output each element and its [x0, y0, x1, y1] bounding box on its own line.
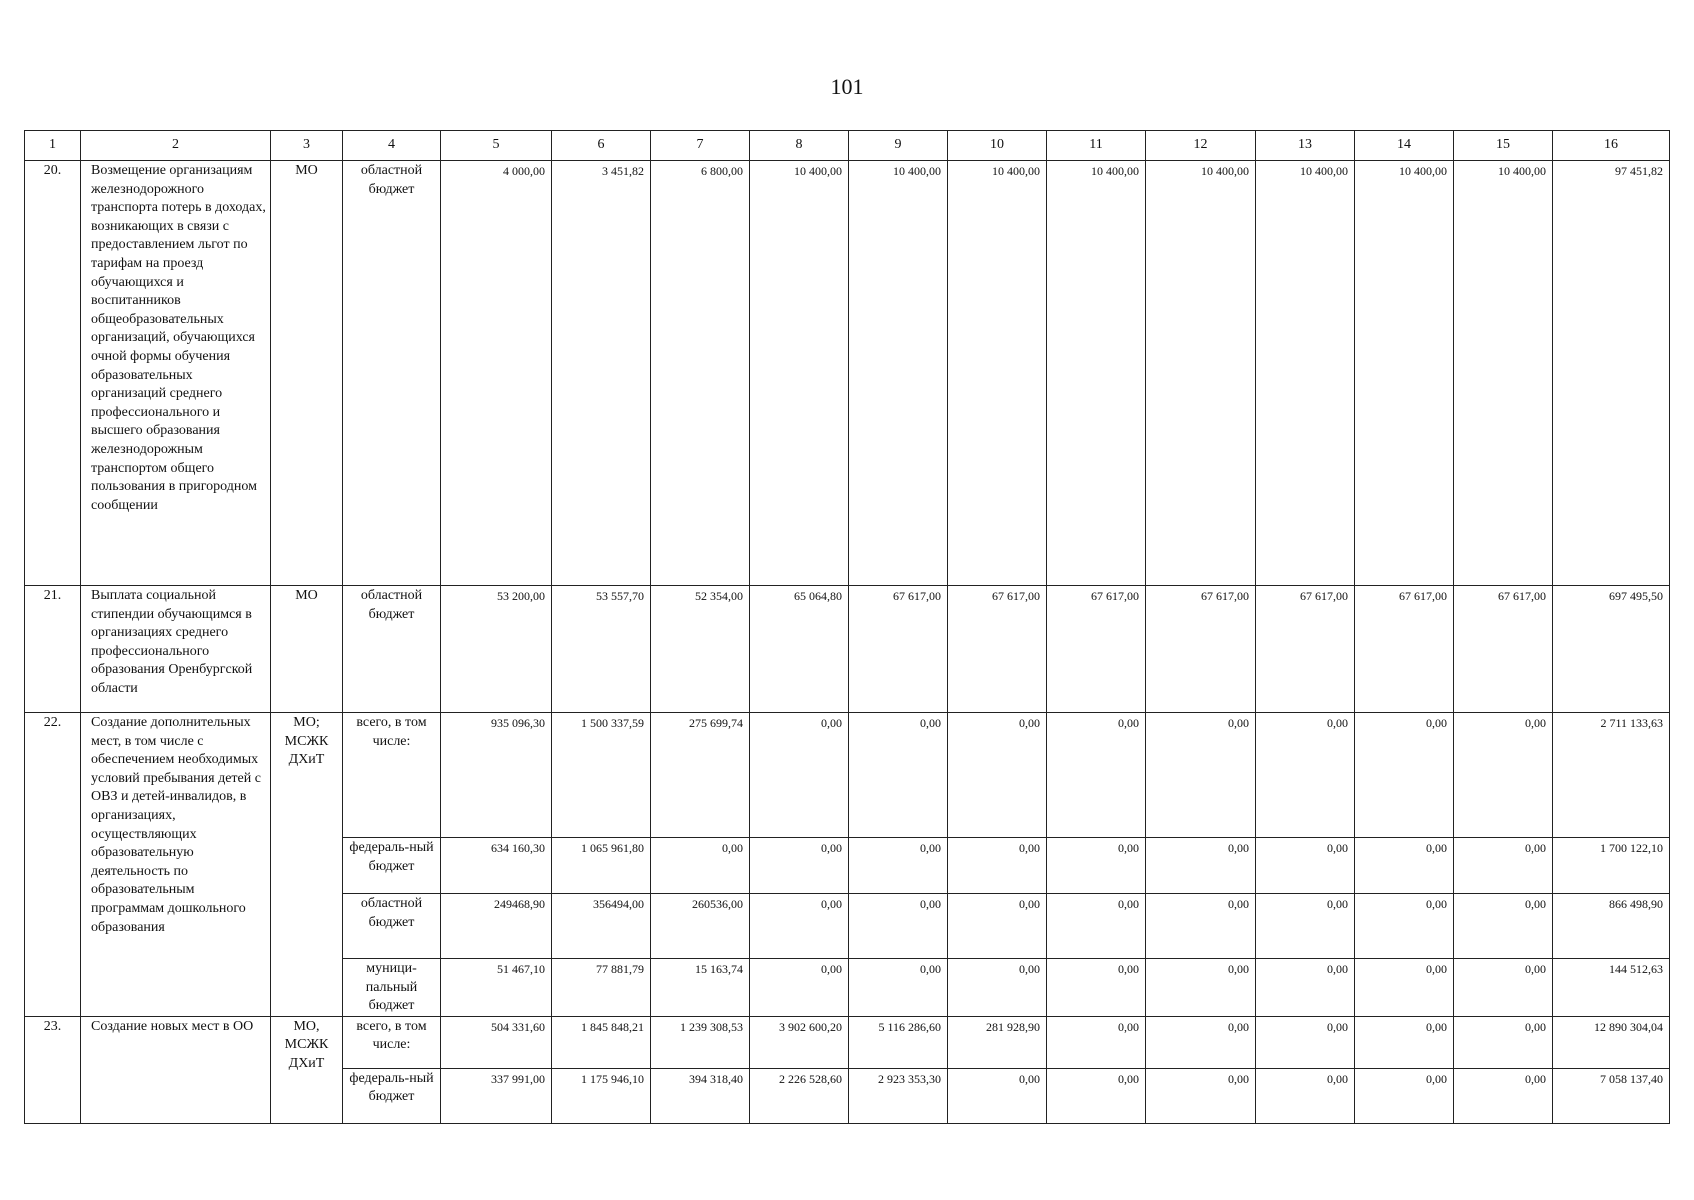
column-header: 16: [1553, 131, 1670, 161]
funding-source: областной бюджет: [343, 894, 441, 959]
amount-cell: 10 400,00: [948, 161, 1047, 586]
column-header: 12: [1146, 131, 1256, 161]
amount-cell: 10 400,00: [1355, 161, 1454, 586]
column-header: 15: [1454, 131, 1553, 161]
amount-cell: 0,00: [1454, 838, 1553, 894]
funding-source: областной бюджет: [343, 161, 441, 586]
amount-cell: 0,00: [1146, 713, 1256, 838]
page-number: 101: [830, 74, 864, 99]
amount-cell: 1 700 122,10: [1553, 838, 1670, 894]
amount-cell: 10 400,00: [1256, 161, 1355, 586]
amount-cell: 0,00: [750, 959, 849, 1017]
amount-cell: 260536,00: [651, 894, 750, 959]
amount-cell: 2 711 133,63: [1553, 713, 1670, 838]
amount-cell: 0,00: [1256, 838, 1355, 894]
amount-cell: 2 226 528,60: [750, 1068, 849, 1123]
amount-cell: 12 890 304,04: [1553, 1016, 1670, 1068]
amount-cell: 0,00: [1047, 959, 1146, 1017]
amount-cell: 0,00: [948, 894, 1047, 959]
column-header: 1: [25, 131, 81, 161]
amount-cell: 0,00: [948, 959, 1047, 1017]
amount-cell: 0,00: [1355, 713, 1454, 838]
amount-cell: 0,00: [651, 838, 750, 894]
amount-cell: 0,00: [1047, 894, 1146, 959]
amount-cell: 0,00: [750, 894, 849, 959]
amount-cell: 0,00: [1355, 838, 1454, 894]
row-number: 23.: [25, 1016, 81, 1123]
row-number: 22.: [25, 713, 81, 1017]
responsible-executor: МО: [271, 161, 343, 586]
amount-cell: 0,00: [948, 838, 1047, 894]
amount-cell: 67 617,00: [1256, 586, 1355, 713]
amount-cell: 10 400,00: [1454, 161, 1553, 586]
amount-cell: 52 354,00: [651, 586, 750, 713]
amount-cell: 504 331,60: [441, 1016, 552, 1068]
amount-cell: 67 617,00: [1454, 586, 1553, 713]
amount-cell: 935 096,30: [441, 713, 552, 838]
amount-cell: 0,00: [849, 959, 948, 1017]
amount-cell: 6 800,00: [651, 161, 750, 586]
column-header: 13: [1256, 131, 1355, 161]
responsible-executor: МО; МСЖК ДХиТ: [271, 713, 343, 1017]
amount-cell: 0,00: [1454, 959, 1553, 1017]
amount-cell: 1 175 946,10: [552, 1068, 651, 1123]
column-header: 4: [343, 131, 441, 161]
column-header: 9: [849, 131, 948, 161]
amount-cell: 1 500 337,59: [552, 713, 651, 838]
funding-source: федераль-ный бюджет: [343, 1068, 441, 1123]
row-number: 21.: [25, 586, 81, 713]
column-header: 11: [1047, 131, 1146, 161]
column-header: 14: [1355, 131, 1454, 161]
amount-cell: 337 991,00: [441, 1068, 552, 1123]
amount-cell: 0,00: [1047, 838, 1146, 894]
amount-cell: 5 116 286,60: [849, 1016, 948, 1068]
amount-cell: 1 239 308,53: [651, 1016, 750, 1068]
amount-cell: 53 557,70: [552, 586, 651, 713]
funding-source: федераль-ный бюджет: [343, 838, 441, 894]
amount-cell: 0,00: [750, 713, 849, 838]
amount-cell: 67 617,00: [1355, 586, 1454, 713]
amount-cell: 10 400,00: [849, 161, 948, 586]
amount-cell: 0,00: [1454, 894, 1553, 959]
column-header: 7: [651, 131, 750, 161]
amount-cell: 0,00: [849, 838, 948, 894]
measure-description: Возмещение организациям железнодорожного транспорта потерь в доходах, возникающих в связи с предоставлением льгот по тарифам на проезд обучающихся и воспитанников общеобразовательных организаций, обучающихся очной формы обучения образовательных организаций среднего профессионального и высшего образования железнодорожным транспортом общего пользования в пригородном сообщении: [81, 161, 271, 586]
amount-cell: 4 000,00: [441, 161, 552, 586]
amount-cell: 0,00: [1454, 1068, 1553, 1123]
amount-cell: 0,00: [849, 894, 948, 959]
amount-cell: 0,00: [1256, 1068, 1355, 1123]
responsible-executor: МО: [271, 586, 343, 713]
amount-cell: 67 617,00: [948, 586, 1047, 713]
amount-cell: 0,00: [1146, 894, 1256, 959]
amount-cell: 0,00: [1146, 838, 1256, 894]
amount-cell: 0,00: [1047, 1016, 1146, 1068]
amount-cell: 53 200,00: [441, 586, 552, 713]
amount-cell: 0,00: [1146, 959, 1256, 1017]
amount-cell: 0,00: [750, 838, 849, 894]
amount-cell: 0,00: [1256, 894, 1355, 959]
amount-cell: 634 160,30: [441, 838, 552, 894]
amount-cell: 10 400,00: [750, 161, 849, 586]
funding-source: всего, в том числе:: [343, 713, 441, 838]
amount-cell: 0,00: [1454, 1016, 1553, 1068]
amount-cell: 0,00: [1355, 1016, 1454, 1068]
header-row: [25, 131, 1670, 161]
amount-cell: 0,00: [948, 1068, 1047, 1123]
amount-cell: 275 699,74: [651, 713, 750, 838]
amount-cell: 0,00: [948, 713, 1047, 838]
amount-cell: 67 617,00: [1047, 586, 1146, 713]
amount-cell: 0,00: [1355, 894, 1454, 959]
column-header: 3: [271, 131, 343, 161]
amount-cell: 1 065 961,80: [552, 838, 651, 894]
funding-source: всего, в том числе:: [343, 1016, 441, 1068]
amount-cell: 0,00: [1355, 1068, 1454, 1123]
amount-cell: 0,00: [1047, 713, 1146, 838]
amount-cell: 67 617,00: [849, 586, 948, 713]
budget-table: [24, 130, 1670, 1124]
amount-cell: 10 400,00: [1047, 161, 1146, 586]
amount-cell: 866 498,90: [1553, 894, 1670, 959]
amount-cell: 0,00: [1454, 713, 1553, 838]
responsible-executor: МО, МСЖК ДХиТ: [271, 1016, 343, 1123]
amount-cell: 3 902 600,20: [750, 1016, 849, 1068]
amount-cell: 77 881,79: [552, 959, 651, 1017]
column-header: 5: [441, 131, 552, 161]
funding-source: муници-пальный бюджет: [343, 959, 441, 1017]
amount-cell: 51 467,10: [441, 959, 552, 1017]
column-header: 8: [750, 131, 849, 161]
table-row: [25, 161, 1670, 586]
amount-cell: 0,00: [1256, 959, 1355, 1017]
amount-cell: 394 318,40: [651, 1068, 750, 1123]
amount-cell: 697 495,50: [1553, 586, 1670, 713]
amount-cell: 249468,90: [441, 894, 552, 959]
amount-cell: 0,00: [849, 713, 948, 838]
measure-description: Создание дополнительных мест, в том числе с обеспечением необходимых условий пребывания детей с ОВЗ и детей-инвалидов, в организациях, осуществляющих образовательную деятельность по образовательным программам дошкольного образования: [81, 713, 271, 1017]
amount-cell: 10 400,00: [1146, 161, 1256, 586]
amount-cell: 356494,00: [552, 894, 651, 959]
table-row: [25, 586, 1670, 713]
amount-cell: 2 923 353,30: [849, 1068, 948, 1123]
row-number: 20.: [25, 161, 81, 586]
amount-cell: 0,00: [1146, 1016, 1256, 1068]
amount-cell: 0,00: [1047, 1068, 1146, 1123]
column-header: 6: [552, 131, 651, 161]
table-row: [25, 713, 1670, 838]
table-body: [25, 131, 1670, 1124]
amount-cell: 15 163,74: [651, 959, 750, 1017]
amount-cell: 281 928,90: [948, 1016, 1047, 1068]
amount-cell: 0,00: [1256, 713, 1355, 838]
amount-cell: 1 845 848,21: [552, 1016, 651, 1068]
amount-cell: 97 451,82: [1553, 161, 1670, 586]
amount-cell: 3 451,82: [552, 161, 651, 586]
amount-cell: 0,00: [1146, 1068, 1256, 1123]
amount-cell: 65 064,80: [750, 586, 849, 713]
measure-description: Выплата социальной стипендии обучающимся в организациях среднего профессионального образования Оренбургской области: [81, 586, 271, 713]
measure-description: Создание новых мест в ОО: [81, 1016, 271, 1123]
amount-cell: 67 617,00: [1146, 586, 1256, 713]
funding-source: областной бюджет: [343, 586, 441, 713]
amount-cell: 0,00: [1355, 959, 1454, 1017]
column-header: 2: [81, 131, 271, 161]
amount-cell: 7 058 137,40: [1553, 1068, 1670, 1123]
amount-cell: 144 512,63: [1553, 959, 1670, 1017]
table-row: [25, 1016, 1670, 1068]
column-header: 10: [948, 131, 1047, 161]
amount-cell: 0,00: [1256, 1016, 1355, 1068]
